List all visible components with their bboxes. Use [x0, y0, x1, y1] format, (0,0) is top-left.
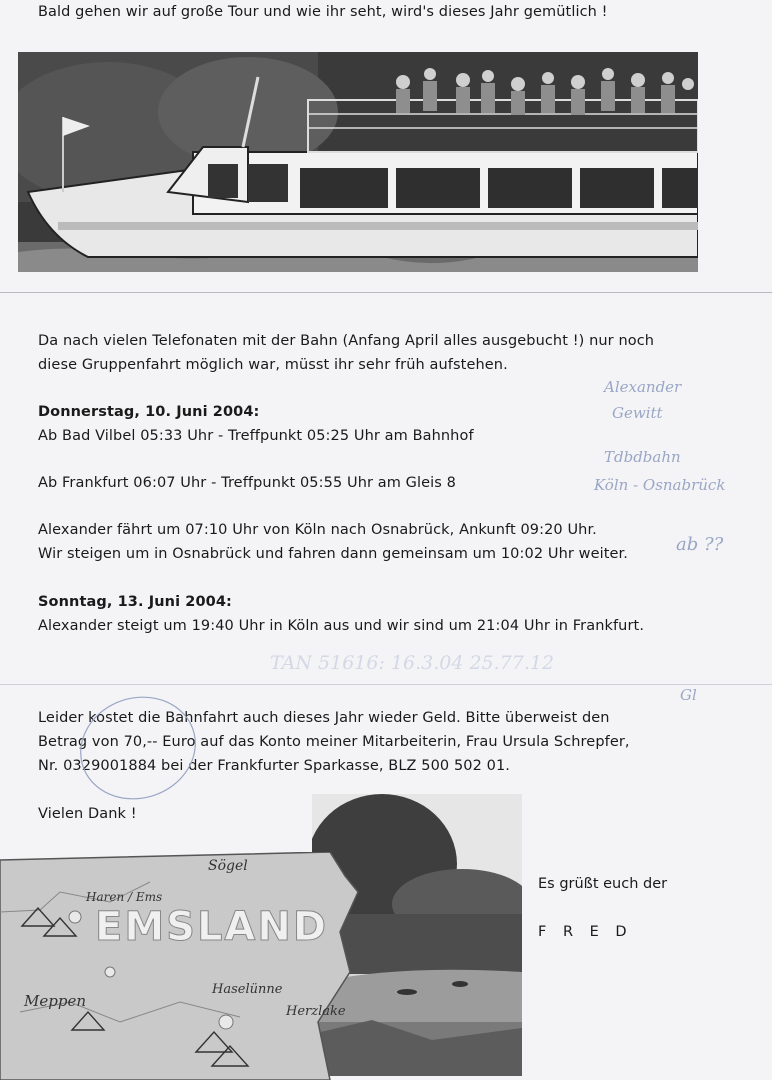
map-label-haseluenne: Haselünne	[212, 982, 283, 997]
emsland-map-shape	[0, 852, 362, 1080]
pencil-note-route: Köln - Osnabrück	[594, 476, 726, 494]
payment-line-1: Leider kostet die Bahnfahrt auch dieses Jahr wieder Geld. Bitte überweist den	[38, 710, 610, 726]
pencil-note-tan: TAN 51616: 16.3.04 25.77.12	[270, 652, 555, 674]
payment-line-2: Betrag von 70,-- Euro auf das Konto meiner Mitarbeiterin, Frau Ursula Schrepfer,	[38, 734, 630, 750]
return-trip: Alexander steigt um 19:40 Uhr in Köln aus und wir sind um 21:04 Uhr in Frankfurt.	[38, 618, 645, 634]
sunday-heading: Sonntag, 13. Juni 2004:	[38, 594, 232, 610]
transfer-osnabrueck: Wir steigen um in Osnabrück und fahren dann gemeinsam um 10:02 Uhr weiter.	[38, 546, 628, 562]
departure-bad-vilbel: Ab Bad Vilbel 05:33 Uhr - Treffpunkt 05:25 Uhr am Bahnhof	[38, 428, 474, 444]
map-title: EMSLAND	[95, 904, 329, 950]
thanks-text: Vielen Dank !	[38, 806, 137, 822]
emsland-map	[0, 852, 362, 1080]
departure-frankfurt: Ab Frankfurt 06:07 Uhr - Treffpunkt 05:55 Uhr am Gleis 8	[38, 475, 456, 491]
signature-name: F R E D	[538, 924, 633, 940]
intro-paragraph-line-1: Da nach vielen Telefonaten mit der Bahn (Anfang April alles ausgebucht !) nur noch	[38, 333, 655, 349]
pencil-note-question: ab ??	[676, 534, 724, 555]
map-label-herzlake: Herzlake	[286, 1004, 346, 1019]
map-label-meppen: Meppen	[24, 992, 86, 1010]
map-label-soegel: Sögel	[208, 858, 248, 874]
closing-greeting: Es grüßt euch der	[538, 876, 668, 892]
pencil-note-3: Tdbdbahn	[604, 448, 681, 466]
fold-line-2	[0, 684, 772, 685]
boat-photo-illustration	[18, 52, 698, 272]
alexander-route: Alexander fährt um 07:10 Uhr von Köln nach Osnabrück, Ankunft 09:20 Uhr.	[38, 522, 597, 538]
pencil-circle-mark	[70, 686, 210, 810]
fold-line	[0, 292, 772, 293]
pencil-note-alexander: Alexander	[604, 378, 682, 396]
payment-line-3: Nr. 0329001884 bei der Frankfurter Sparkasse, BLZ 500 502 01.	[38, 758, 510, 774]
thursday-heading: Donnerstag, 10. Juni 2004:	[38, 404, 260, 420]
map-label-haren: Haren / Ems	[86, 890, 163, 904]
pencil-note-gl: Gl	[680, 686, 697, 704]
boat-photo	[18, 52, 698, 272]
intro-text: Bald gehen wir auf große Tour und wie ihr seht, wird's dieses Jahr gemütlich !	[38, 4, 608, 20]
intro-paragraph-line-2: diese Gruppenfahrt möglich war, müsst ihr sehr früh aufstehen.	[38, 357, 508, 373]
pencil-note-2: Gewitt	[612, 404, 663, 422]
